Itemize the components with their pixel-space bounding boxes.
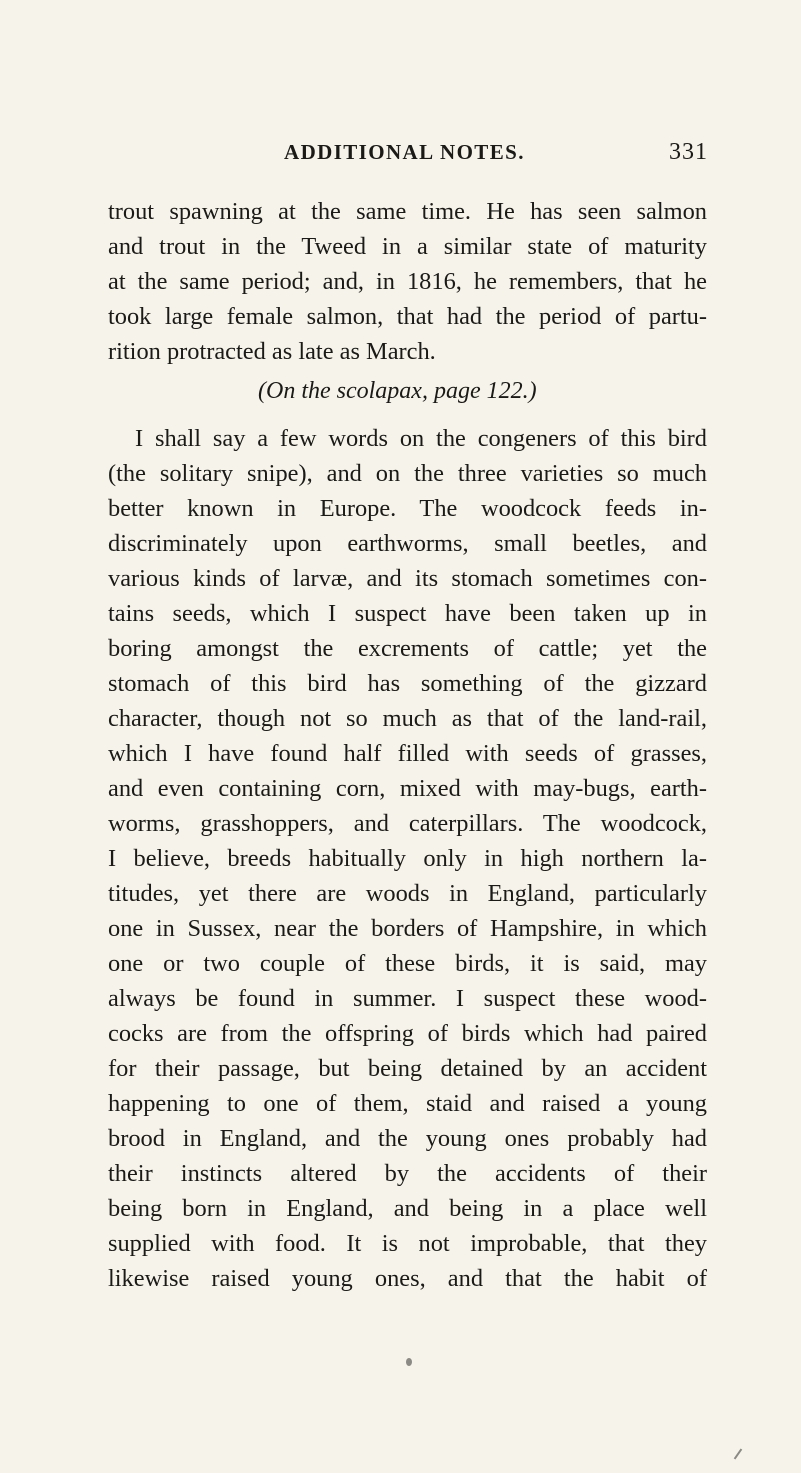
running-head: [108, 137, 708, 167]
text-line: discriminately upon earthworms, small beetles, and: [108, 530, 707, 557]
ink-speck: [406, 1358, 412, 1366]
text-line: brood in England, and the young ones probably had: [108, 1125, 707, 1152]
text-line: one or two couple of these birds, it is said, may: [108, 950, 707, 977]
text-line: at the same period; and, in 1816, he remembers, that he: [108, 268, 707, 295]
section-subheading: (On the scolapax, page 122.): [258, 378, 537, 404]
text-line: boring amongst the excrements of cattle; yet the: [108, 635, 707, 662]
text-line: and even containing corn, mixed with may-bugs, earth-: [108, 775, 707, 802]
text-line: trout spawning at the same time. He has seen salmon: [108, 198, 707, 225]
text-line: tains seeds, which I suspect have been taken up in: [108, 600, 707, 627]
text-line: stomach of this bird has something of the gizzard: [108, 670, 707, 697]
text-line: character, though not so much as that of the land-rail,: [108, 705, 707, 732]
running-head-title: ADDITIONAL NOTES.: [284, 140, 525, 164]
text-line: various kinds of larvæ, and its stomach sometimes con-: [108, 565, 707, 592]
text-line: (the solitary snipe), and on the three varieties so much: [108, 460, 707, 487]
ink-mark: [734, 1449, 743, 1460]
text-line: titudes, yet there are woods in England, particularly: [108, 880, 707, 907]
page-number: 331: [669, 139, 708, 165]
text-line: supplied with food. It is not improbable, that they: [108, 1230, 707, 1257]
text-line: I shall say a few words on the congeners of this bird: [135, 425, 707, 452]
text-line: happening to one of them, staid and raised a young: [108, 1090, 707, 1117]
text-line: took large female salmon, that had the period of partu-: [108, 303, 707, 330]
text-line: rition protracted as late as March.: [108, 338, 436, 365]
text-line: for their passage, but being detained by an accident: [108, 1055, 707, 1082]
text-line: always be found in summer. I suspect these wood-: [108, 985, 707, 1012]
text-line: I believe, breeds habitually only in high northern la-: [108, 845, 707, 872]
text-line: which I have found half filled with seeds of grasses,: [108, 740, 707, 767]
text-line: cocks are from the offspring of birds which had paired: [108, 1020, 707, 1047]
text-line: being born in England, and being in a place well: [108, 1195, 707, 1222]
text-line: likewise raised young ones, and that the habit of: [108, 1265, 707, 1292]
text-line: one in Sussex, near the borders of Hampshire, in which: [108, 915, 707, 942]
text-line: and trout in the Tweed in a similar state of maturity: [108, 233, 707, 260]
text-line: better known in Europe. The woodcock feeds in-: [108, 495, 707, 522]
text-line: their instincts altered by the accidents of their: [108, 1160, 707, 1187]
text-line: worms, grasshoppers, and caterpillars. The woodcock,: [108, 810, 707, 837]
